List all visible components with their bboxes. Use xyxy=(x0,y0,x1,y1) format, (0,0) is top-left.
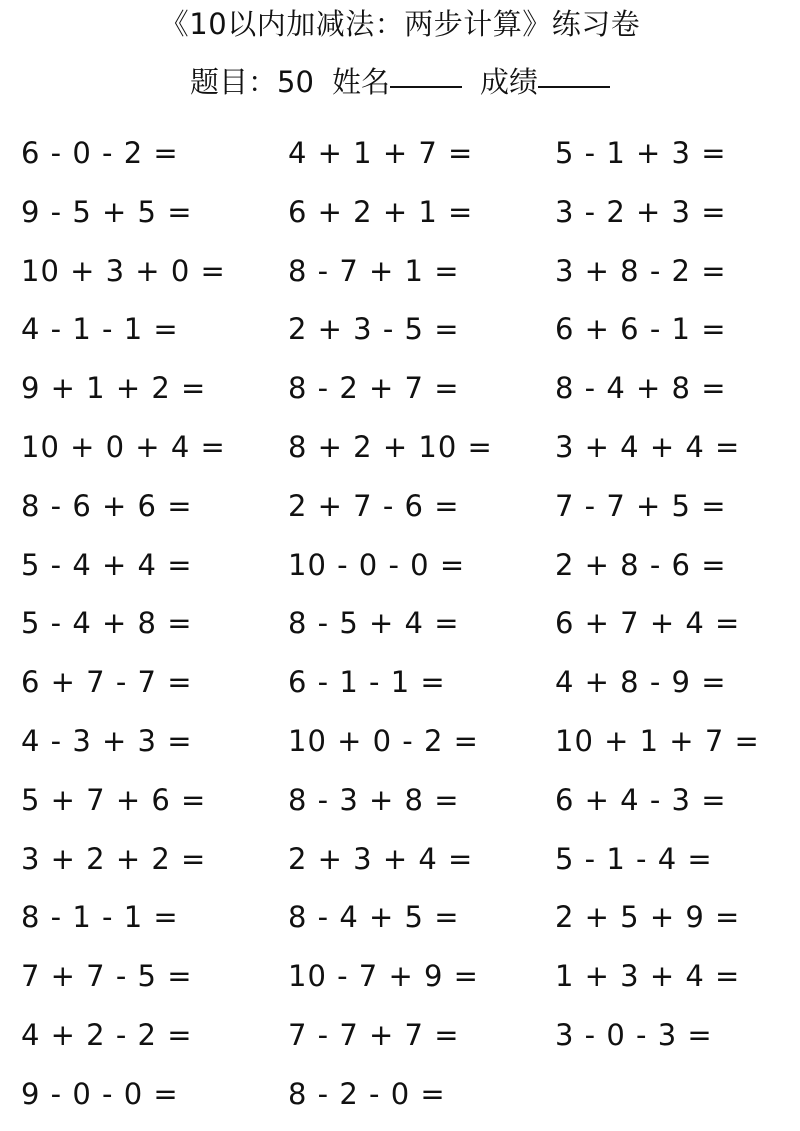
math-problem: 8 - 7 + 1 = xyxy=(288,253,460,288)
problem-count: 题目：50 xyxy=(190,65,314,99)
math-problem: 10 - 7 + 9 = xyxy=(288,959,479,994)
math-problem: 8 - 1 - 1 = xyxy=(21,900,179,935)
math-problem: 10 + 0 - 2 = xyxy=(288,723,479,758)
worksheet-title: 《10以内加减法：两步计算》练习卷 xyxy=(159,7,641,41)
math-problem: 5 - 4 + 8 = xyxy=(21,606,193,641)
problem-grid xyxy=(21,127,800,1127)
math-problem: 9 + 1 + 2 = xyxy=(21,371,207,406)
math-problem: 9 - 5 + 5 = xyxy=(21,194,193,229)
math-problem: 3 + 2 + 2 = xyxy=(21,841,207,876)
math-problem: 6 + 4 - 3 = xyxy=(555,782,727,817)
name-label: 姓名 xyxy=(331,65,390,99)
math-problem: 10 + 1 + 7 = xyxy=(555,723,760,758)
math-problem: 6 + 7 - 7 = xyxy=(21,665,193,700)
score-label: 成绩 xyxy=(479,65,538,99)
math-problem: 7 - 7 + 5 = xyxy=(555,488,727,523)
math-problem: 3 + 8 - 2 = xyxy=(555,253,727,288)
math-problem: 2 + 7 - 6 = xyxy=(288,488,460,523)
math-problem: 4 - 3 + 3 = xyxy=(21,723,193,758)
math-problem: 8 + 2 + 10 = xyxy=(288,429,493,464)
math-problem: 2 + 8 - 6 = xyxy=(555,547,727,582)
math-problem: 1 + 3 + 4 = xyxy=(555,959,741,994)
score-blank[interactable] xyxy=(538,86,610,88)
math-problem: 7 + 7 - 5 = xyxy=(21,959,193,994)
math-problem: 2 + 3 - 5 = xyxy=(288,312,460,347)
math-problem: 3 + 4 + 4 = xyxy=(555,429,741,464)
math-problem: 7 - 7 + 7 = xyxy=(288,1017,460,1052)
math-problem: 4 + 1 + 7 = xyxy=(288,136,474,170)
math-problem: 3 - 2 + 3 = xyxy=(555,194,727,229)
math-problem: 6 + 7 + 4 = xyxy=(555,606,741,641)
math-problem: 8 - 5 + 4 = xyxy=(288,606,460,641)
math-problem: 2 + 5 + 9 = xyxy=(555,900,741,935)
math-problem: 8 - 6 + 6 = xyxy=(21,488,193,523)
math-problem: 9 - 0 - 0 = xyxy=(21,1076,179,1111)
math-problem: 5 - 4 + 4 = xyxy=(21,547,193,582)
math-problem: 8 - 4 + 8 = xyxy=(555,371,727,406)
math-problem: 4 + 2 - 2 = xyxy=(21,1017,193,1052)
math-problem: 2 + 3 + 4 = xyxy=(288,841,474,876)
math-problem: 5 + 7 + 6 = xyxy=(21,782,207,817)
math-problem: 3 - 0 - 3 = xyxy=(555,1017,713,1052)
math-problem: 6 - 0 - 2 = xyxy=(21,136,179,170)
name-blank[interactable] xyxy=(390,86,462,88)
math-problem: 8 - 2 - 0 = xyxy=(288,1076,446,1111)
math-problem: 8 - 3 + 8 = xyxy=(288,782,460,817)
math-problem: 8 - 4 + 5 = xyxy=(288,900,460,935)
math-problem: 6 - 1 - 1 = xyxy=(288,665,446,700)
math-problem: 6 + 2 + 1 = xyxy=(288,194,474,229)
math-problem: 8 - 2 + 7 = xyxy=(288,371,460,406)
worksheet-info-line xyxy=(0,60,800,104)
math-problem: 4 - 1 - 1 = xyxy=(21,312,179,347)
math-problem: 10 - 0 - 0 = xyxy=(288,547,466,582)
math-problem: 10 + 0 + 4 = xyxy=(21,429,226,464)
math-problem: 4 + 8 - 9 = xyxy=(555,665,727,700)
math-problem: 10 + 3 + 0 = xyxy=(21,253,226,288)
math-problem: 6 + 6 - 1 = xyxy=(555,312,727,347)
math-problem: 5 - 1 - 4 = xyxy=(555,841,713,876)
math-problem: 5 - 1 + 3 = xyxy=(555,136,727,170)
